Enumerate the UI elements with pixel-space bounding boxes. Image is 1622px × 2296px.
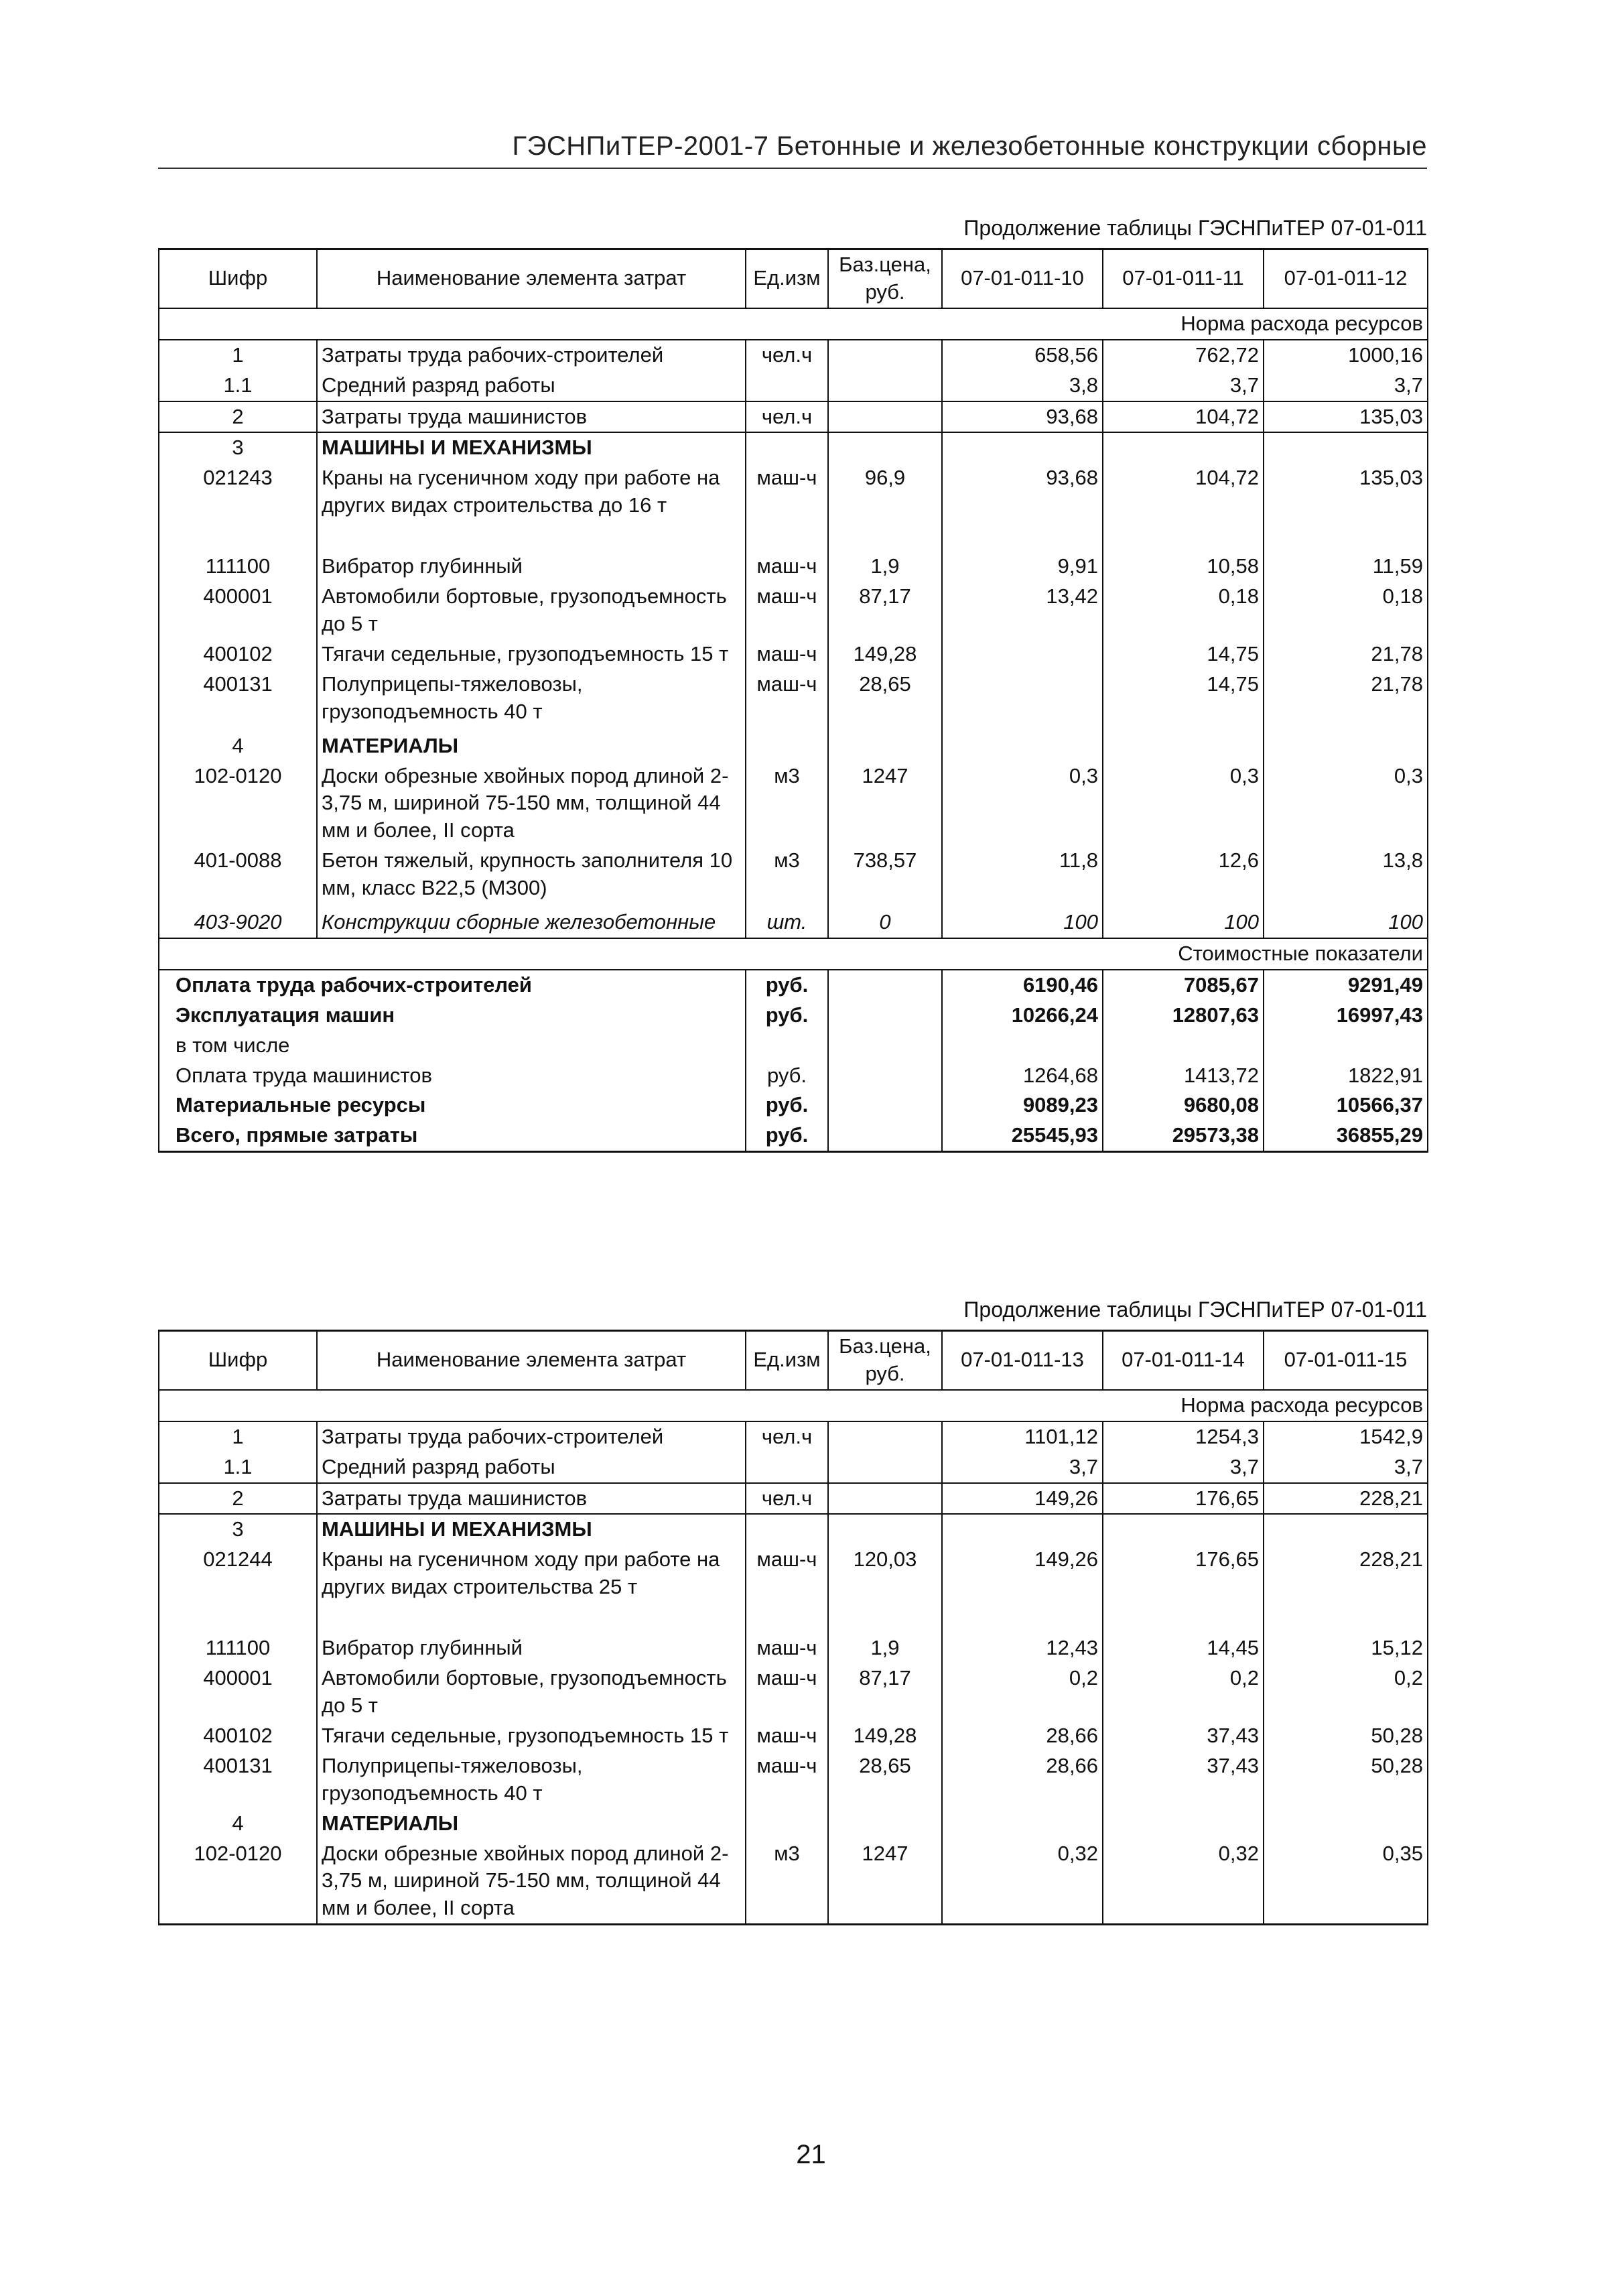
- cost-value-3: 36855,29: [1264, 1121, 1428, 1151]
- cell-value-2: 14,45: [1103, 1633, 1264, 1663]
- cell-value-1: [942, 639, 1103, 669]
- table-row: [159, 552, 1428, 582]
- cost-price-empty: [828, 1090, 942, 1121]
- cell-code: 1.1: [159, 1452, 317, 1483]
- cell-price: 87,17: [828, 582, 942, 639]
- cost-label-row: [159, 938, 1428, 970]
- cell-unit: чел.ч: [746, 1421, 828, 1452]
- cell-value-1: 0,3: [942, 761, 1103, 846]
- cell-value-2: 0,2: [1103, 1663, 1264, 1721]
- cell-value-2: 10,58: [1103, 552, 1264, 582]
- table-2-continuation: Продолжение таблицы ГЭСНПиТЕР 07-01-011: [963, 1297, 1427, 1322]
- cost-value-1: 25545,93: [942, 1121, 1103, 1151]
- cell-value-1: 149,26: [942, 1545, 1103, 1633]
- cell-code: 400102: [159, 1721, 317, 1751]
- table-1-continuation: Продолжение таблицы ГЭСНПиТЕР 07-01-011: [963, 216, 1427, 240]
- cell-value-2: [1103, 731, 1264, 761]
- col-header-norm-2: 07-01-011-11: [1103, 249, 1264, 308]
- cell-price: [828, 1452, 942, 1483]
- cell-value-2: 0,32: [1103, 1839, 1264, 1925]
- cell-code: 3: [159, 432, 317, 463]
- cell-value-3: 3,7: [1264, 1452, 1428, 1483]
- cell-name: Полуприцепы-тяжеловозы, грузоподъемность 40 т: [317, 1751, 746, 1809]
- cost-value-2: 29573,38: [1103, 1121, 1264, 1151]
- cell-value-3: 0,35: [1264, 1839, 1428, 1925]
- cell-value-1: 12,43: [942, 1633, 1103, 1663]
- cost-name: Оплата труда машинистов: [159, 1061, 746, 1091]
- cell-value-1: [942, 1809, 1103, 1839]
- cost-value-2: 9680,08: [1103, 1090, 1264, 1121]
- cost-value-1: [942, 1031, 1103, 1061]
- cell-code: 2: [159, 1483, 317, 1515]
- cell-price: 28,65: [828, 669, 942, 731]
- table-row: [159, 1721, 1428, 1751]
- table-row: [159, 731, 1428, 761]
- cell-value-2: 0,18: [1103, 582, 1264, 639]
- cell-unit: маш-ч: [746, 639, 828, 669]
- table-row: [159, 846, 1428, 907]
- col-header-unit: Ед.изм: [746, 1331, 828, 1390]
- cost-value-3: 9291,49: [1264, 970, 1428, 1001]
- norm-label-row: [159, 1390, 1428, 1421]
- table-row: [159, 463, 1428, 552]
- cell-price: 0: [828, 907, 942, 938]
- cell-code: 400001: [159, 582, 317, 639]
- norm-label-row: [159, 308, 1428, 340]
- cell-code: 400131: [159, 669, 317, 731]
- col-header-norm-3: 07-01-011-12: [1264, 249, 1428, 308]
- cell-value-1: 149,26: [942, 1483, 1103, 1515]
- cell-value-3: 50,28: [1264, 1751, 1428, 1809]
- cell-price: [828, 1421, 942, 1452]
- cost-price-empty: [828, 1031, 942, 1061]
- cell-value-3: 228,21: [1264, 1483, 1428, 1515]
- cost-row: [159, 970, 1428, 1001]
- table-row: [159, 1809, 1428, 1839]
- cost-value-1: 1264,68: [942, 1061, 1103, 1091]
- cost-value-3: [1264, 1031, 1428, 1061]
- cell-name: МАШИНЫ И МЕХАНИЗМЫ: [317, 1514, 746, 1545]
- cost-row: [159, 1001, 1428, 1031]
- table-row: [159, 907, 1428, 938]
- cell-value-2: 3,7: [1103, 371, 1264, 401]
- cell-value-2: 104,72: [1103, 401, 1264, 433]
- cell-price: 1,9: [828, 552, 942, 582]
- cost-value-3: 10566,37: [1264, 1090, 1428, 1121]
- cell-value-2: 37,43: [1103, 1751, 1264, 1809]
- cell-value-2: 14,75: [1103, 639, 1264, 669]
- norm-label: Норма расхода ресурсов: [159, 1390, 1428, 1421]
- cell-value-2: [1103, 1809, 1264, 1839]
- cell-name: Средний разряд работы: [317, 371, 746, 401]
- table-2: [158, 1330, 1428, 1925]
- cell-name: Доски обрезные хвойных пород длиной 2-3,75 м, шириной 75-150 мм, толщиной 44 мм и более, II сорта: [317, 761, 746, 846]
- cell-value-3: [1264, 432, 1428, 463]
- table-row: [159, 761, 1428, 846]
- cell-unit: м3: [746, 761, 828, 846]
- cell-code: 102-0120: [159, 761, 317, 846]
- cell-unit: маш-ч: [746, 1721, 828, 1751]
- cell-name: Тягачи седельные, грузоподъемность 15 т: [317, 639, 746, 669]
- cell-value-3: 0,18: [1264, 582, 1428, 639]
- cell-unit: [746, 432, 828, 463]
- cell-price: 1247: [828, 1839, 942, 1925]
- cost-name: Всего, прямые затраты: [159, 1121, 746, 1151]
- table-1: [158, 248, 1428, 1153]
- cell-unit: [746, 371, 828, 401]
- page-number: 21: [796, 2140, 826, 2169]
- cost-row: [159, 1090, 1428, 1121]
- col-header-code: Шифр: [159, 249, 317, 308]
- cell-code: 4: [159, 1809, 317, 1839]
- table-row: [159, 669, 1428, 731]
- cell-unit: м3: [746, 846, 828, 907]
- cell-value-1: [942, 669, 1103, 731]
- cost-unit: руб.: [746, 1121, 828, 1151]
- cell-unit: маш-ч: [746, 463, 828, 552]
- cell-name: Затраты труда машинистов: [317, 401, 746, 433]
- col-header-name: Наименование элемента затрат: [317, 1331, 746, 1390]
- cell-value-3: 0,3: [1264, 761, 1428, 846]
- cost-value-3: 1822,91: [1264, 1061, 1428, 1091]
- cell-value-1: 28,66: [942, 1721, 1103, 1751]
- cell-name: Затраты труда машинистов: [317, 1483, 746, 1515]
- col-header-code: Шифр: [159, 1331, 317, 1390]
- cost-name: Эксплуатация машин: [159, 1001, 746, 1031]
- col-header-price: Баз.цена, руб.: [828, 249, 942, 308]
- cell-unit: чел.ч: [746, 401, 828, 433]
- cell-value-2: 100: [1103, 907, 1264, 938]
- cell-unit: маш-ч: [746, 582, 828, 639]
- table-row: [159, 1751, 1428, 1809]
- cell-value-1: 93,68: [942, 463, 1103, 552]
- cell-price: [828, 432, 942, 463]
- cell-unit: м3: [746, 1839, 828, 1925]
- cell-value-1: 28,66: [942, 1751, 1103, 1809]
- table-row: [159, 340, 1428, 371]
- cost-value-1: 6190,46: [942, 970, 1103, 1001]
- cell-unit: [746, 1809, 828, 1839]
- cell-name: Краны на гусеничном ходу при работе на других видах строительства 25 т: [317, 1545, 746, 1633]
- cell-unit: шт.: [746, 907, 828, 938]
- cell-name: Автомобили бортовые, грузоподъемность до 5 т: [317, 1663, 746, 1721]
- cell-price: 96,9: [828, 463, 942, 552]
- table-row: [159, 1839, 1428, 1925]
- cost-unit: [746, 1031, 828, 1061]
- cell-value-3: 100: [1264, 907, 1428, 938]
- cell-unit: [746, 731, 828, 761]
- cost-unit: руб.: [746, 1090, 828, 1121]
- cost-unit: руб.: [746, 970, 828, 1001]
- cell-value-1: 9,91: [942, 552, 1103, 582]
- cost-value-1: 9089,23: [942, 1090, 1103, 1121]
- cell-unit: маш-ч: [746, 669, 828, 731]
- cell-code: 400131: [159, 1751, 317, 1809]
- cell-value-3: 13,8: [1264, 846, 1428, 907]
- cost-row: [159, 1061, 1428, 1091]
- cell-name: Затраты труда рабочих-строителей: [317, 340, 746, 371]
- table-2-header-row: [159, 1331, 1428, 1390]
- cell-price: 149,28: [828, 639, 942, 669]
- col-header-norm-1: 07-01-011-10: [942, 249, 1103, 308]
- cell-value-2: 14,75: [1103, 669, 1264, 731]
- cell-value-1: [942, 432, 1103, 463]
- cell-unit: маш-ч: [746, 1633, 828, 1663]
- cell-code: 401-0088: [159, 846, 317, 907]
- cell-value-1: 93,68: [942, 401, 1103, 433]
- cell-unit: [746, 1514, 828, 1545]
- cell-code: 021244: [159, 1545, 317, 1633]
- cell-unit: маш-ч: [746, 1663, 828, 1721]
- cell-unit: маш-ч: [746, 1545, 828, 1633]
- table-row: [159, 582, 1428, 639]
- cell-name: Конструкции сборные железобетонные: [317, 907, 746, 938]
- cell-unit: маш-ч: [746, 1751, 828, 1809]
- cell-value-1: 658,56: [942, 340, 1103, 371]
- cell-value-3: 135,03: [1264, 463, 1428, 552]
- cell-price: [828, 340, 942, 371]
- cell-code: 400102: [159, 639, 317, 669]
- cell-value-1: 100: [942, 907, 1103, 938]
- cell-value-3: 50,28: [1264, 1721, 1428, 1751]
- cell-name: МАШИНЫ И МЕХАНИЗМЫ: [317, 432, 746, 463]
- cell-value-3: 15,12: [1264, 1633, 1428, 1663]
- cell-value-2: 0,3: [1103, 761, 1264, 846]
- cell-value-3: 228,21: [1264, 1545, 1428, 1633]
- col-header-unit: Ед.изм: [746, 249, 828, 308]
- cell-value-2: 176,65: [1103, 1483, 1264, 1515]
- cell-value-1: 13,42: [942, 582, 1103, 639]
- cell-value-3: 21,78: [1264, 639, 1428, 669]
- cell-price: [828, 371, 942, 401]
- cell-value-2: 176,65: [1103, 1545, 1264, 1633]
- cell-code: 111100: [159, 552, 317, 582]
- col-header-name: Наименование элемента затрат: [317, 249, 746, 308]
- cell-code: 400001: [159, 1663, 317, 1721]
- cost-name: Оплата труда рабочих-строителей: [159, 970, 746, 1001]
- cell-value-2: [1103, 1514, 1264, 1545]
- cell-value-2: 1254,3: [1103, 1421, 1264, 1452]
- cell-unit: маш-ч: [746, 552, 828, 582]
- cell-value-2: 762,72: [1103, 340, 1264, 371]
- cell-price: 120,03: [828, 1545, 942, 1633]
- cell-name: Вибратор глубинный: [317, 1633, 746, 1663]
- col-header-price: Баз.цена, руб.: [828, 1331, 942, 1390]
- cell-value-1: 3,8: [942, 371, 1103, 401]
- cell-unit: [746, 1452, 828, 1483]
- cost-price-empty: [828, 1121, 942, 1151]
- cell-price: 87,17: [828, 1663, 942, 1721]
- table-row: [159, 639, 1428, 669]
- cell-value-3: 21,78: [1264, 669, 1428, 731]
- cell-value-1: [942, 1514, 1103, 1545]
- cell-code: 1: [159, 1421, 317, 1452]
- cell-price: 28,65: [828, 1751, 942, 1809]
- cell-price: [828, 1809, 942, 1839]
- cell-code: 111100: [159, 1633, 317, 1663]
- cost-price-empty: [828, 1061, 942, 1091]
- cost-price-empty: [828, 970, 942, 1001]
- table-row: [159, 1483, 1428, 1515]
- cell-price: [828, 401, 942, 433]
- cell-value-2: 104,72: [1103, 463, 1264, 552]
- cost-row: [159, 1031, 1428, 1061]
- col-header-norm-2: 07-01-011-14: [1103, 1331, 1264, 1390]
- cell-value-1: 1101,12: [942, 1421, 1103, 1452]
- header-rule: [158, 168, 1427, 169]
- cost-price-empty: [828, 1001, 942, 1031]
- cell-value-3: 1542,9: [1264, 1421, 1428, 1452]
- cell-name: Вибратор глубинный: [317, 552, 746, 582]
- cell-price: 1247: [828, 761, 942, 846]
- cell-name: Автомобили бортовые, грузоподъемность до 5 т: [317, 582, 746, 639]
- table-row: [159, 1514, 1428, 1545]
- cell-price: 149,28: [828, 1721, 942, 1751]
- norm-label: Норма расхода ресурсов: [159, 308, 1428, 340]
- cell-value-1: 0,2: [942, 1663, 1103, 1721]
- cell-value-1: [942, 731, 1103, 761]
- cell-name: Затраты труда рабочих-строителей: [317, 1421, 746, 1452]
- cell-code: 1: [159, 340, 317, 371]
- table-row: [159, 1452, 1428, 1483]
- cell-value-1: 11,8: [942, 846, 1103, 907]
- cell-value-3: [1264, 1809, 1428, 1839]
- cell-value-3: 11,59: [1264, 552, 1428, 582]
- cost-value-1: 10266,24: [942, 1001, 1103, 1031]
- cell-value-3: 1000,16: [1264, 340, 1428, 371]
- cell-value-1: 0,32: [942, 1839, 1103, 1925]
- table-row: [159, 432, 1428, 463]
- cell-value-2: 37,43: [1103, 1721, 1264, 1751]
- cell-price: 738,57: [828, 846, 942, 907]
- table-row: [159, 371, 1428, 401]
- cell-value-3: 3,7: [1264, 371, 1428, 401]
- cell-code: 403-9020: [159, 907, 317, 938]
- cell-name: Средний разряд работы: [317, 1452, 746, 1483]
- cost-label: Стоимостные показатели: [159, 938, 1428, 970]
- cost-value-2: [1103, 1031, 1264, 1061]
- cell-name: Доски обрезные хвойных пород длиной 2-3,75 м, шириной 75-150 мм, толщиной 44 мм и более, II сорта: [317, 1839, 746, 1925]
- cell-value-3: [1264, 1514, 1428, 1545]
- cell-price: [828, 731, 942, 761]
- col-header-norm-3: 07-01-011-15: [1264, 1331, 1428, 1390]
- cell-code: 2: [159, 401, 317, 433]
- table-row: [159, 1633, 1428, 1663]
- cell-name: МАТЕРИАЛЫ: [317, 731, 746, 761]
- table-row: [159, 1663, 1428, 1721]
- table-row: [159, 401, 1428, 433]
- table-row: [159, 1421, 1428, 1452]
- cell-unit: чел.ч: [746, 1483, 828, 1515]
- cost-unit: руб.: [746, 1061, 828, 1091]
- cell-price: [828, 1514, 942, 1545]
- cost-unit: руб.: [746, 1001, 828, 1031]
- cell-code: 3: [159, 1514, 317, 1545]
- cell-unit: чел.ч: [746, 340, 828, 371]
- cell-code: 021243: [159, 463, 317, 552]
- cell-code: 102-0120: [159, 1839, 317, 1925]
- cell-price: [828, 1483, 942, 1515]
- cell-name: Полуприцепы-тяжеловозы, грузоподъемность 40 т: [317, 669, 746, 731]
- cost-name: в том числе: [159, 1031, 746, 1061]
- cell-value-2: 12,6: [1103, 846, 1264, 907]
- col-header-norm-1: 07-01-011-13: [942, 1331, 1103, 1390]
- cell-name: Краны на гусеничном ходу при работе на других видах строительства до 16 т: [317, 463, 746, 552]
- cell-value-3: [1264, 731, 1428, 761]
- cost-value-2: 1413,72: [1103, 1061, 1264, 1091]
- cell-code: 1.1: [159, 371, 317, 401]
- cost-name: Материальные ресурсы: [159, 1090, 746, 1121]
- page-header: ГЭСНПиТЕР-2001-7 Бетонные и железобетонные конструкции сборные: [512, 131, 1427, 161]
- cost-value-3: 16997,43: [1264, 1001, 1428, 1031]
- cost-row: [159, 1121, 1428, 1151]
- cell-name: Бетон тяжелый, крупность заполнителя 10 мм, класс В22,5 (М300): [317, 846, 746, 907]
- cell-value-2: 3,7: [1103, 1452, 1264, 1483]
- cell-value-3: 0,2: [1264, 1663, 1428, 1721]
- cell-value-1: 3,7: [942, 1452, 1103, 1483]
- cell-name: Тягачи седельные, грузоподъемность 15 т: [317, 1721, 746, 1751]
- table-1-header-row: [159, 249, 1428, 308]
- cell-name: МАТЕРИАЛЫ: [317, 1809, 746, 1839]
- cost-value-2: 12807,63: [1103, 1001, 1264, 1031]
- table-row: [159, 1545, 1428, 1633]
- cost-value-2: 7085,67: [1103, 970, 1264, 1001]
- cell-value-3: 135,03: [1264, 401, 1428, 433]
- cell-price: 1,9: [828, 1633, 942, 1663]
- cell-code: 4: [159, 731, 317, 761]
- cell-value-2: [1103, 432, 1264, 463]
